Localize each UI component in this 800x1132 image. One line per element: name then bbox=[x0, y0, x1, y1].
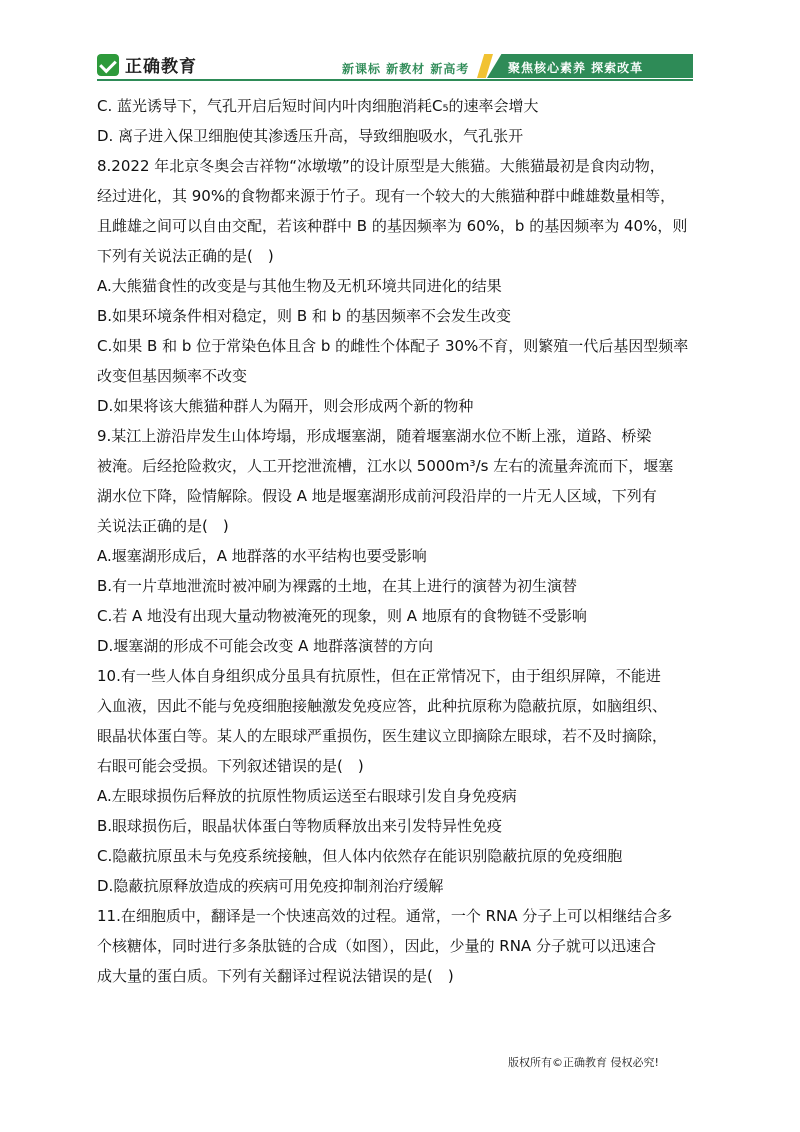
copyright-footer: 版权所有©正确教育 侵权必究! bbox=[508, 1056, 659, 1069]
text-line: 改变但基因频率不改变 bbox=[97, 367, 248, 385]
brand-name: 正确教育 bbox=[125, 57, 197, 77]
text-line: A.大熊猫食性的改变是与其他生物及无机环境共同进化的结果 bbox=[97, 277, 502, 295]
text-line: C.若 A 地没有出现大量动物被淹死的现象，则 A 地原有的食物链不受影响 bbox=[97, 607, 587, 625]
text-line: 9.某江上游沿岸发生山体垮塌，形成堰塞湖，随着堰塞湖水位不断上涨，道路、桥梁 bbox=[97, 427, 652, 445]
header-tagline-left: 新课标 新教材 新高考 bbox=[342, 62, 470, 76]
check-icon bbox=[97, 54, 119, 76]
text-line: C.隐蔽抗原虽未与免疫系统接触，但人体内依然存在能识别隐蔽抗原的免疫细胞 bbox=[97, 847, 623, 865]
text-line: D.如果将该大熊猫种群人为隔开，则会形成两个新的物种 bbox=[97, 397, 474, 415]
header-divider bbox=[97, 79, 693, 81]
text-line: 8.2022 年北京冬奥会吉祥物“冰墩墩”的设计原型是大熊猫。大熊猫最初是食肉动物， bbox=[97, 157, 665, 175]
document-body bbox=[97, 91, 715, 991]
text-line: 右眼可能会受损。下列叙述错误的是( ) bbox=[97, 757, 364, 775]
text-line: A.左眼球损伤后释放的抗原性物质运送至右眼球引发自身免疫病 bbox=[97, 787, 517, 805]
text-line: D.堰塞湖的形成不可能会改变 A 地群落演替的方向 bbox=[97, 637, 434, 655]
text-line: B.眼球损伤后，眼晶状体蛋白等物质释放出来引发特异性免疫 bbox=[97, 817, 503, 835]
page-header bbox=[0, 0, 800, 90]
text-line: B.如果环境条件相对稳定，则 B 和 b 的基因频率不会发生改变 bbox=[97, 307, 511, 325]
text-line: C. 蓝光诱导下，气孔开启后短时间内叶肉细胞消耗C₅的速率会增大 bbox=[97, 97, 539, 115]
text-line: 10.有一些人体自身组织成分虽具有抗原性，但在正常情况下，由于组织屏障，不能进 bbox=[97, 667, 661, 685]
text-line: 眼晶状体蛋白等。某人的左眼球严重损伤，医生建议立即摘除左眼球，若不及时摘除， bbox=[97, 727, 668, 745]
text-line: 被淹。后经抢险救灾，人工开挖泄流槽，江水以 5000m³/s 左右的流量奔流而下，堰塞 bbox=[97, 457, 674, 475]
text-line: 11.在细胞质中，翻译是一个快速高效的过程。通常，一个 RNA 分子上可以相继结合多 bbox=[97, 907, 673, 925]
brand-logo bbox=[97, 52, 197, 77]
text-line: 下列有关说法正确的是( ) bbox=[97, 247, 274, 265]
text-line: 湖水位下降，险情解除。假设 A 地是堰塞湖形成前河段沿岸的一片无人区域，下列有 bbox=[97, 487, 657, 505]
text-line: 关说法正确的是( ) bbox=[97, 517, 229, 535]
header-tagline-right: 聚焦核心素养 探索改革 bbox=[508, 61, 644, 75]
text-line: 入血液，因此不能与免疫细胞接触激发免疫应答，此种抗原称为隐蔽抗原，如脑组织、 bbox=[97, 697, 668, 715]
text-line: 成大量的蛋白质。下列有关翻译过程说法错误的是( ) bbox=[97, 967, 454, 985]
text-line: B.有一片草地泄流时被冲刷为裸露的土地，在其上进行的演替为初生演替 bbox=[97, 577, 578, 595]
text-line: D.隐蔽抗原释放造成的疾病可用免疫抑制剂治疗缓解 bbox=[97, 877, 444, 895]
text-line: 个核糖体，同时进行多条肽链的合成（如图），因此，少量的 RNA 分子就可以迅速合 bbox=[97, 937, 656, 955]
text-line: A.堰塞湖形成后，A 地群落的水平结构也要受影响 bbox=[97, 547, 427, 565]
text-line: 且雌雄之间可以自由交配，若该种群中 B 的基因频率为 60%，b 的基因频率为 40%，则 bbox=[97, 217, 688, 235]
text-line: D. 离子进入保卫细胞使其渗透压升高，导致细胞吸水，气孔张开 bbox=[97, 127, 524, 145]
text-line: 经过进化，其 90%的食物都来源于竹子。现有一个较大的大熊猫种群中雌雄数量相等， bbox=[97, 187, 676, 205]
text-line: C.如果 B 和 b 位于常染色体且含 b 的雌性个体配子 30%不育，则繁殖一代后基因型频率 bbox=[97, 337, 689, 355]
